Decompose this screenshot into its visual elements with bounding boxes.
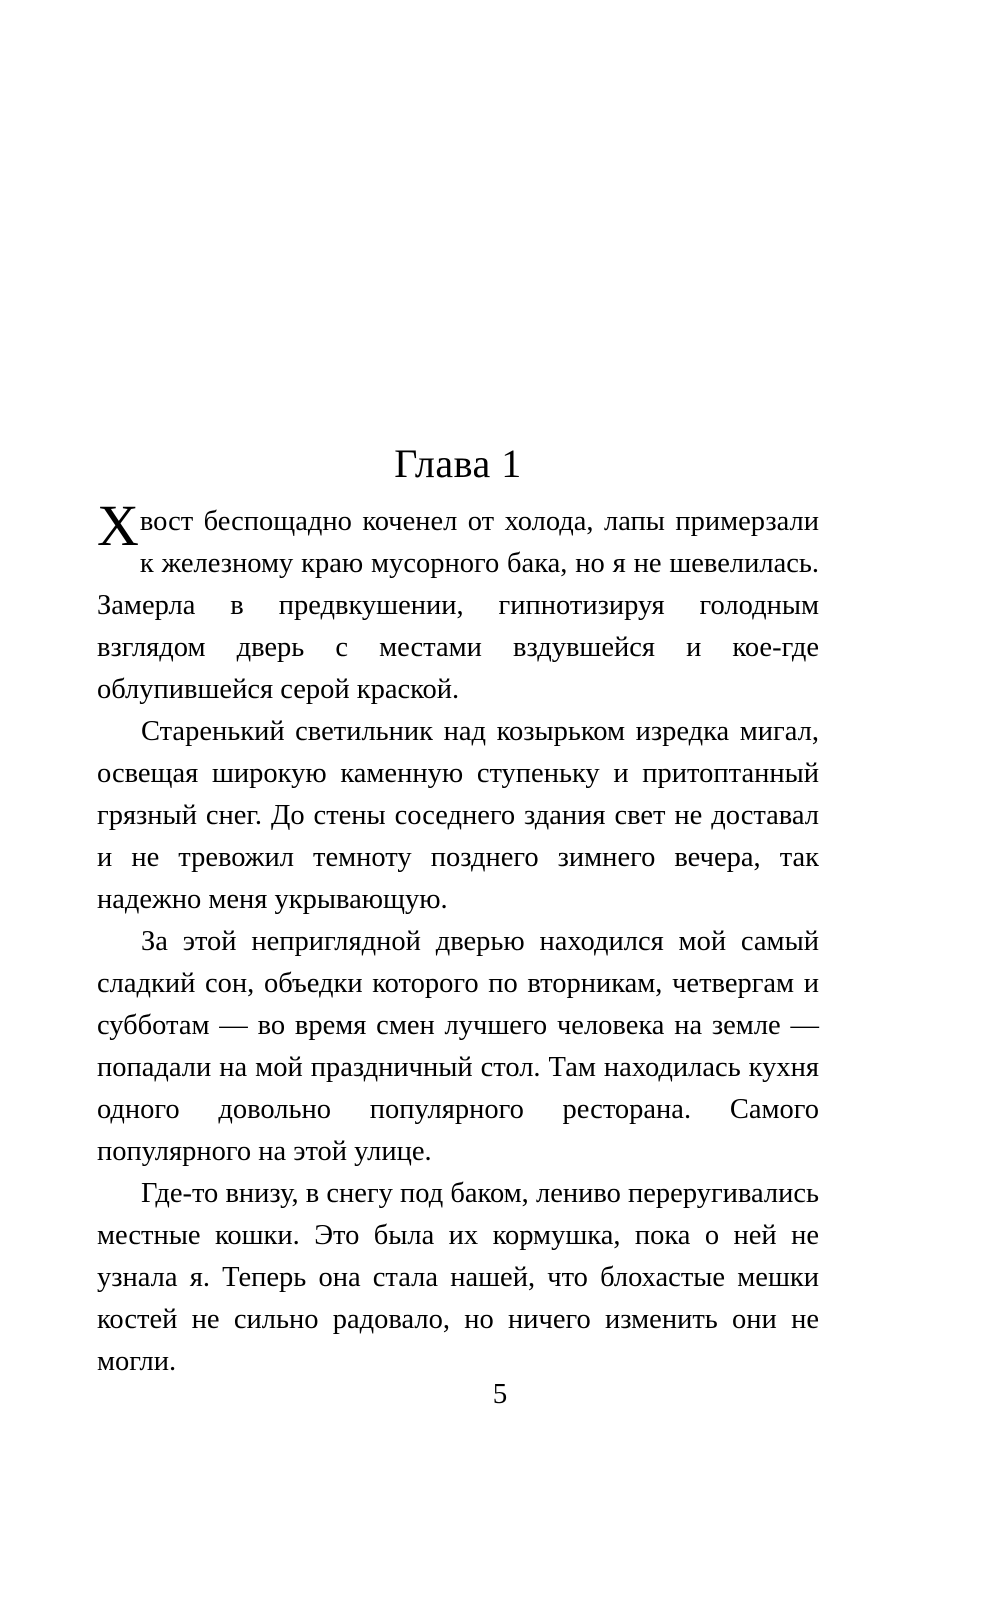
paragraph-text: Где-то внизу, в снегу под баком, лениво переругивались местные кошки. Это была их кормушка, пока о ней не узнала я. Теперь она стала нашей, что блохастые мешки костей не сильно радовало, но ничего изменить они не могли. bbox=[97, 1178, 819, 1377]
page-number: 5 bbox=[492, 1378, 508, 1410]
chapter-title: Глава 1 bbox=[394, 441, 522, 486]
paragraph-text: За этой неприглядной дверью находился мой самый сладкий сон, объедки которого по вторникам, четвергам и субботам — во время смен лучшего человека на земле — попадали на мой праздничный стол. Там находилась кухня одного довольно популярного ресторана. Самого популярного на этой улице. bbox=[97, 926, 819, 1167]
page-content bbox=[97, 440, 819, 1383]
paragraph-text: Старенький светильник над козырьком изредка мигал, освещая широкую каменную ступеньку и притоптанный грязный снег. До стены соседнего здания свет не доставал и не тревожил темноту позднего зимнего вечера, так надежно меня укрывающую. bbox=[97, 716, 819, 915]
paragraph bbox=[97, 921, 819, 1173]
paragraph bbox=[97, 711, 819, 921]
paragraph-text: вост беспощадно коченел от холода, лапы примерзали к железному краю мусорного бака, но я не шевелилась. Замерла в предвкушении, гипнотизируя голодным взглядом дверь с местами вздувшейся и кое-где облупившейся серой краской. bbox=[97, 506, 819, 705]
paragraph bbox=[97, 1173, 819, 1383]
drop-cap: Х bbox=[97, 493, 139, 558]
paragraph bbox=[97, 493, 819, 711]
